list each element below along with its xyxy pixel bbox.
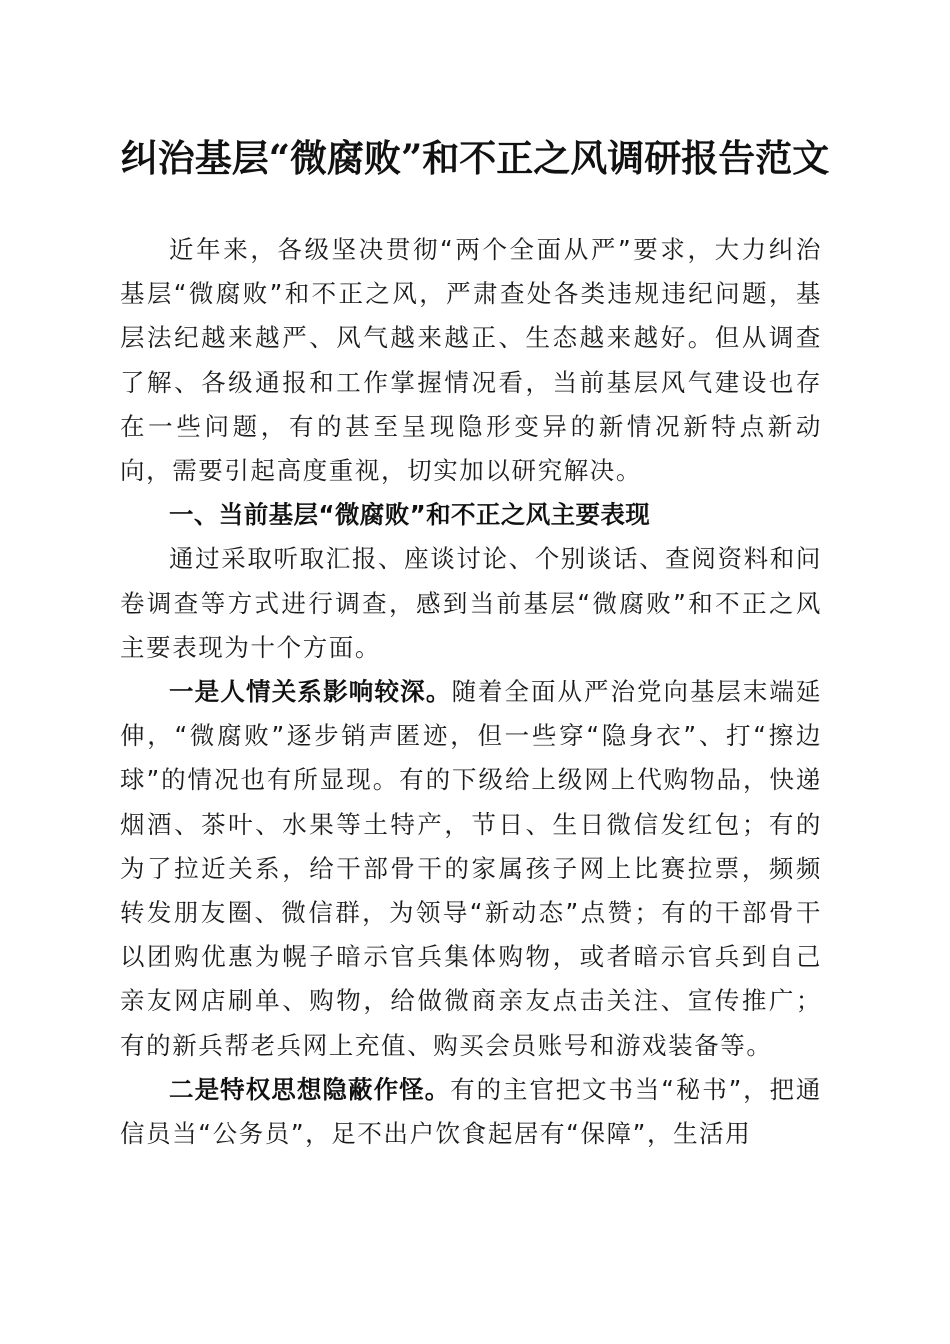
point-one-lead: 一是人情关系影响较深。	[169, 677, 452, 707]
point-two-paragraph	[120, 1068, 822, 1156]
point-two-text: 有的主官把文书当“秘书”，把通信员当“公务员”，足不出户饮食起居有“保障”，生活用	[120, 1074, 822, 1149]
document-body	[120, 228, 822, 1156]
point-one-text: 随着全面从严治党向基层末端延伸，“微腐败”逐步销声匿迹，但一些穿“隐身衣”、打“擦边球”的情况也有所显现。有的下级给上级网上代购物品，快递烟酒、茶叶、水果等土特产，节日、生日微信发红包；有的为了拉近关系，给干部骨干的家属孩子网上比赛拉票，频频转发朋友圈、微信群，为领导“新动态”点赞；有的干部骨干以团购优惠为幌子暗示官兵集体购物，或者暗示官兵到自己亲友网店刷单、购物，给做微商亲友点击关注、宣传推广；有的新兵帮老兵网上充值、购买会员账号和游戏装备等。	[120, 677, 822, 1060]
point-one-paragraph	[120, 670, 822, 1068]
document-title: 纠治基层“微腐败”和不正之风调研报告范文	[120, 136, 830, 180]
intro-paragraph: 近年来，各级坚决贯彻“两个全面从严”要求，大力纠治基层“微腐败”和不正之风，严肃查处各类违规违纪问题，基层法纪越来越严、风气越来越正、生态越来越好。但从调查了解、各级通报和工作掌握情况看，当前基层风气建设也存在一些问题，有的甚至呈现隐形变异的新情况新特点新动向，需要引起高度重视，切实加以研究解决。	[120, 235, 822, 486]
point-two-lead: 二是特权思想隐蔽作怪。	[169, 1074, 451, 1104]
section-heading: 一、当前基层“微腐败”和不正之风主要表现	[169, 500, 651, 530]
section-intro-paragraph: 通过采取听取汇报、座谈讨论、个别谈话、查阅资料和问卷调查等方式进行调查，感到当前基层“微腐败”和不正之风主要表现为十个方面。	[120, 544, 822, 662]
